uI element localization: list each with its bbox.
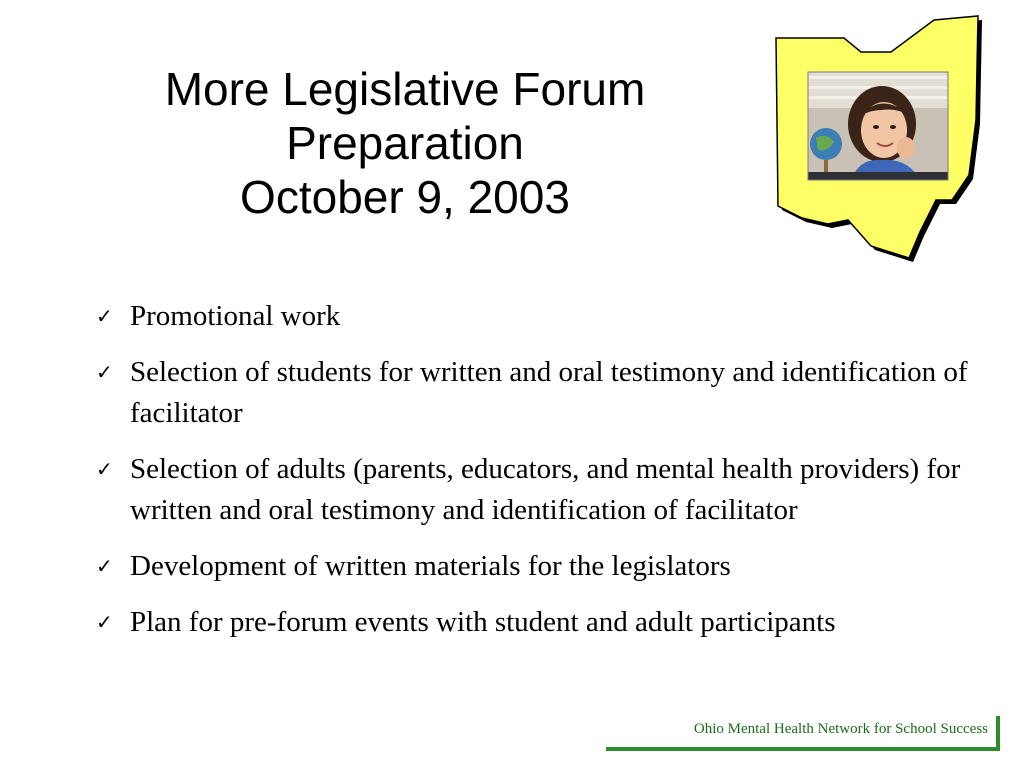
list-item xyxy=(96,352,976,434)
bullet-text: Promotional work xyxy=(130,300,341,332)
ohio-map-graphic xyxy=(770,14,986,266)
checkmark-icon: ✓ xyxy=(96,457,113,481)
student-photo xyxy=(808,72,948,180)
list-item xyxy=(96,449,976,531)
checkmark-icon: ✓ xyxy=(96,610,113,634)
bullet-text: Selection of adults (parents, educators, and mental health providers) for written and oral testimony and identification of facilitator xyxy=(130,453,961,526)
bullet-text: Plan for pre-forum events with student and adult participants xyxy=(130,606,836,638)
bullet-text: Development of written materials for the legislators xyxy=(130,550,731,582)
bullet-text: Selection of students for written and oral testimony and identification of facilitator xyxy=(130,356,968,429)
list-item xyxy=(96,296,976,337)
footer-organization: Ohio Mental Health Network for School Success xyxy=(693,721,988,737)
checkmark-icon: ✓ xyxy=(96,360,113,384)
list-item xyxy=(96,602,976,643)
footer-divider-vertical xyxy=(996,716,1000,751)
checkmark-icon: ✓ xyxy=(96,304,113,328)
checkmark-icon: ✓ xyxy=(96,554,113,578)
title-line-1: More Legislative Forum xyxy=(164,63,646,115)
footer-divider-horizontal xyxy=(606,747,1000,751)
slide-title xyxy=(100,62,710,224)
title-line-2: Preparation xyxy=(286,117,524,169)
list-item xyxy=(96,546,976,587)
title-line-3: October 9, 2003 xyxy=(240,171,570,223)
bullet-list xyxy=(96,296,976,658)
